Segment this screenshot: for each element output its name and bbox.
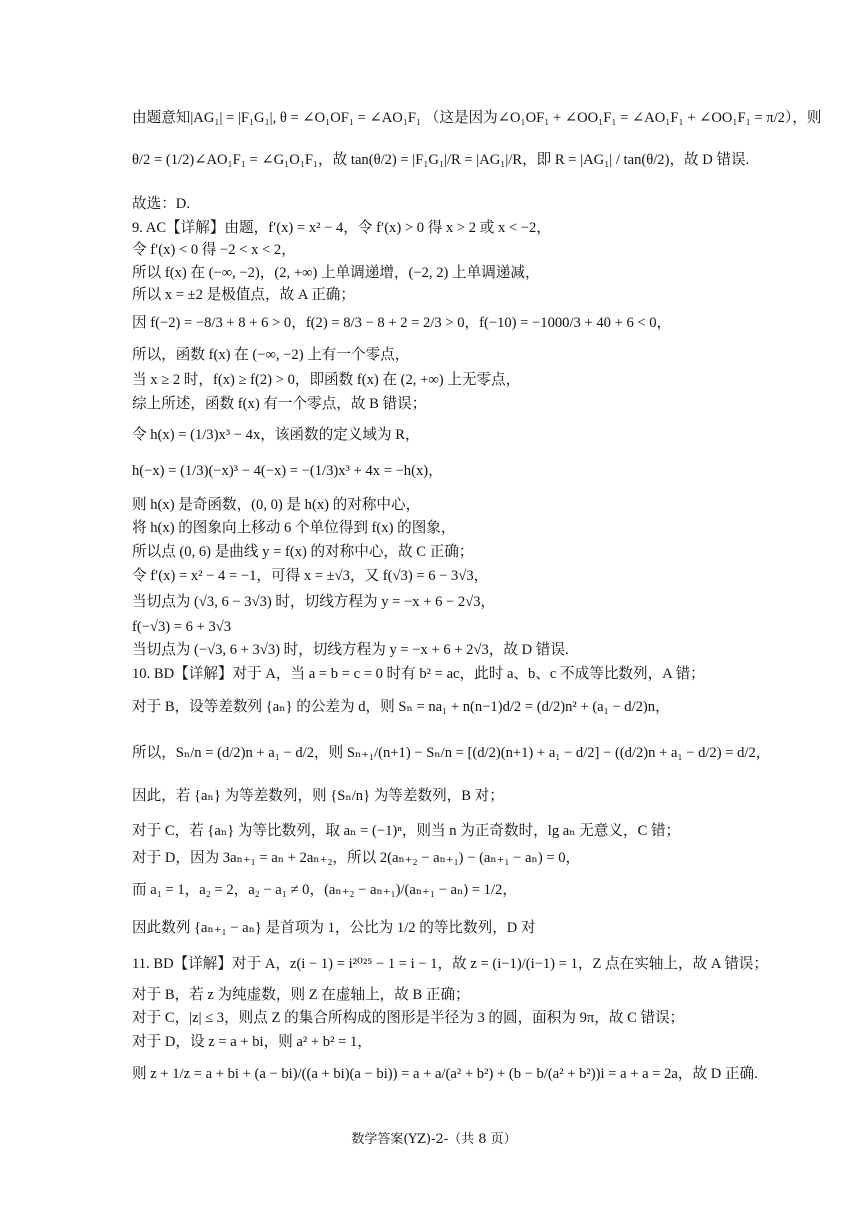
- text-line: 因此，若 {aₙ} 为等差数列，则 {Sₙ/n} 为等差数列，B 对；: [132, 788, 504, 804]
- text-line: 11. BD【详解】对于 A，z(i − 1) = i²⁰²⁵ − 1 = i − 1，故 z = (i−1)/(i−1) = 1，Z 点在实轴上，故 A 错误；: [132, 956, 768, 972]
- text-line: θ/2 = (1/2)∠AO₁F₁ = ∠G₁O₁F₁，故 tan(θ/2) = |F₁G₁|/R = |AG₁|/R，即 R = |AG₁| / tan(θ/2)，故 D 错误.: [132, 152, 750, 168]
- text-line: 由题意知|AG₁| = |F₁G₁|, θ = ∠O₁OF₁ = ∠AO₁F₁ （这是因为∠O₁OF₁ + ∠OO₁F₁ = ∠AO₁F₁ + ∠OO₁F₁ = π/2），则: [132, 110, 822, 126]
- text-line: 对于 D，因为 3aₙ₊₁ = aₙ + 2aₙ₊₂，所以 2(aₙ₊₂ − aₙ₊₁) − (aₙ₊₁ − aₙ) = 0，: [132, 850, 581, 866]
- text-line: 对于 C，|z| ≤ 3，则点 Z 的集合所构成的图形是半径为 3 的圆，面积为 9π，故 C 错误；: [132, 1010, 685, 1026]
- text-line: 将 h(x) 的图象向上移动 6 个单位得到 f(x) 的图象，: [132, 520, 456, 536]
- text-line: 所以，函数 f(x) 在 (−∞, −2) 上有一个零点，: [132, 347, 410, 363]
- text-line: 对于 B，设等差数列 {aₙ} 的公差为 d，则 Sₙ = na₁ + n(n−1)d/2 = (d/2)n² + (a₁ − d/2)n，: [132, 699, 670, 715]
- text-line: 当 x ≥ 2 时，f(x) ≥ f(2) > 0，即函数 f(x) 在 (2, +∞) 上无零点，: [132, 372, 521, 388]
- text-line: 所以，Sₙ/n = (d/2)n + a₁ − d/2，则 Sₙ₊₁/(n+1) − Sₙ/n = [(d/2)(n+1) + a₁ − d/2] − ((d/2)n + a₁ − d/2) = d/2，: [132, 745, 771, 761]
- text-line: 对于 C，若 {aₙ} 为等比数列，取 aₙ = (−1)ⁿ，则当 n 为正奇数时，lg aₙ 无意义，C 错；: [132, 823, 681, 839]
- text-line: h(−x) = (1/3)(−x)³ − 4(−x) = −(1/3)x³ + 4x = −h(x)，: [132, 463, 443, 479]
- text-line: 则 z + 1/z = a + bi + (a − bi)/((a + bi)(a − bi)) = a + a/(a² + b²) + (b − b/(a² + b²))i = a + a = 2a，故 D 正确.: [132, 1066, 758, 1082]
- text-line: 当切点为 (−√3, 6 + 3√3) 时，切线方程为 y = −x + 6 + 2√3，故 D 错误.: [132, 642, 569, 658]
- text-line: 而 a₁ = 1，a₂ = 2，a₂ − a₁ ≠ 0，(aₙ₊₂ − aₙ₊₁)/(aₙ₊₁ − aₙ) = 1/2，: [132, 882, 517, 898]
- text-line: 因 f(−2) = −8/3 + 8 + 6 > 0，f(2) = 8/3 − 8 + 2 = 2/3 > 0，f(−10) = −1000/3 + 40 + 6 < 0，: [132, 315, 672, 331]
- text-line: 则 h(x) 是奇函数，(0, 0) 是 h(x) 的对称中心，: [132, 497, 421, 513]
- text-line: 所以 x = ±2 是极值点，故 A 正确；: [132, 287, 355, 303]
- text-line: f(−√3) = 6 + 3√3: [132, 619, 232, 635]
- text-line: 令 f′(x) = x² − 4 = −1，可得 x = ±√3，又 f(√3) = 6 − 3√3，: [132, 568, 489, 584]
- page-footer: 数学答案(YZ)-2-（共 8 页）: [351, 1132, 517, 1147]
- text-line: 所以 f(x) 在 (−∞, −2)，(2, +∞) 上单调递增，(−2, 2) 上单调递减，: [132, 265, 540, 281]
- text-line: 因此数列 {aₙ₊₁ − aₙ} 是首项为 1，公比为 1/2 的等比数列，D 对: [132, 920, 536, 936]
- text-line: 对于 D，设 z = a + bi，则 a² + b² = 1，: [132, 1034, 372, 1050]
- text-line: 当切点为 (√3, 6 − 3√3) 时，切线方程为 y = −x + 6 − 2√3，: [132, 594, 496, 610]
- text-line: 10. BD【详解】对于 A，当 a = b = c = 0 时有 b² = ac，此时 a、b、c 不成等比数列，A 错；: [132, 666, 705, 682]
- text-line: 令 h(x) = (1/3)x³ − 4x，该函数的定义域为 R，: [132, 427, 420, 443]
- text-line: 9. AC【详解】由题，f′(x) = x² − 4，令 f′(x) > 0 得 x > 2 或 x < −2，: [132, 220, 551, 236]
- text-line: 综上所述，函数 f(x) 有一个零点，故 B 错误；: [132, 396, 427, 412]
- text-line: 所以点 (0, 6) 是曲线 y = f(x) 的对称中心，故 C 正确；: [132, 544, 474, 560]
- text-line: 故选：D.: [132, 196, 190, 212]
- text-line: 令 f′(x) < 0 得 −2 < x < 2，: [132, 242, 296, 258]
- text-line: 对于 B，若 z 为纯虚数，则 Z 在虚轴上，故 B 正确；: [132, 987, 470, 1003]
